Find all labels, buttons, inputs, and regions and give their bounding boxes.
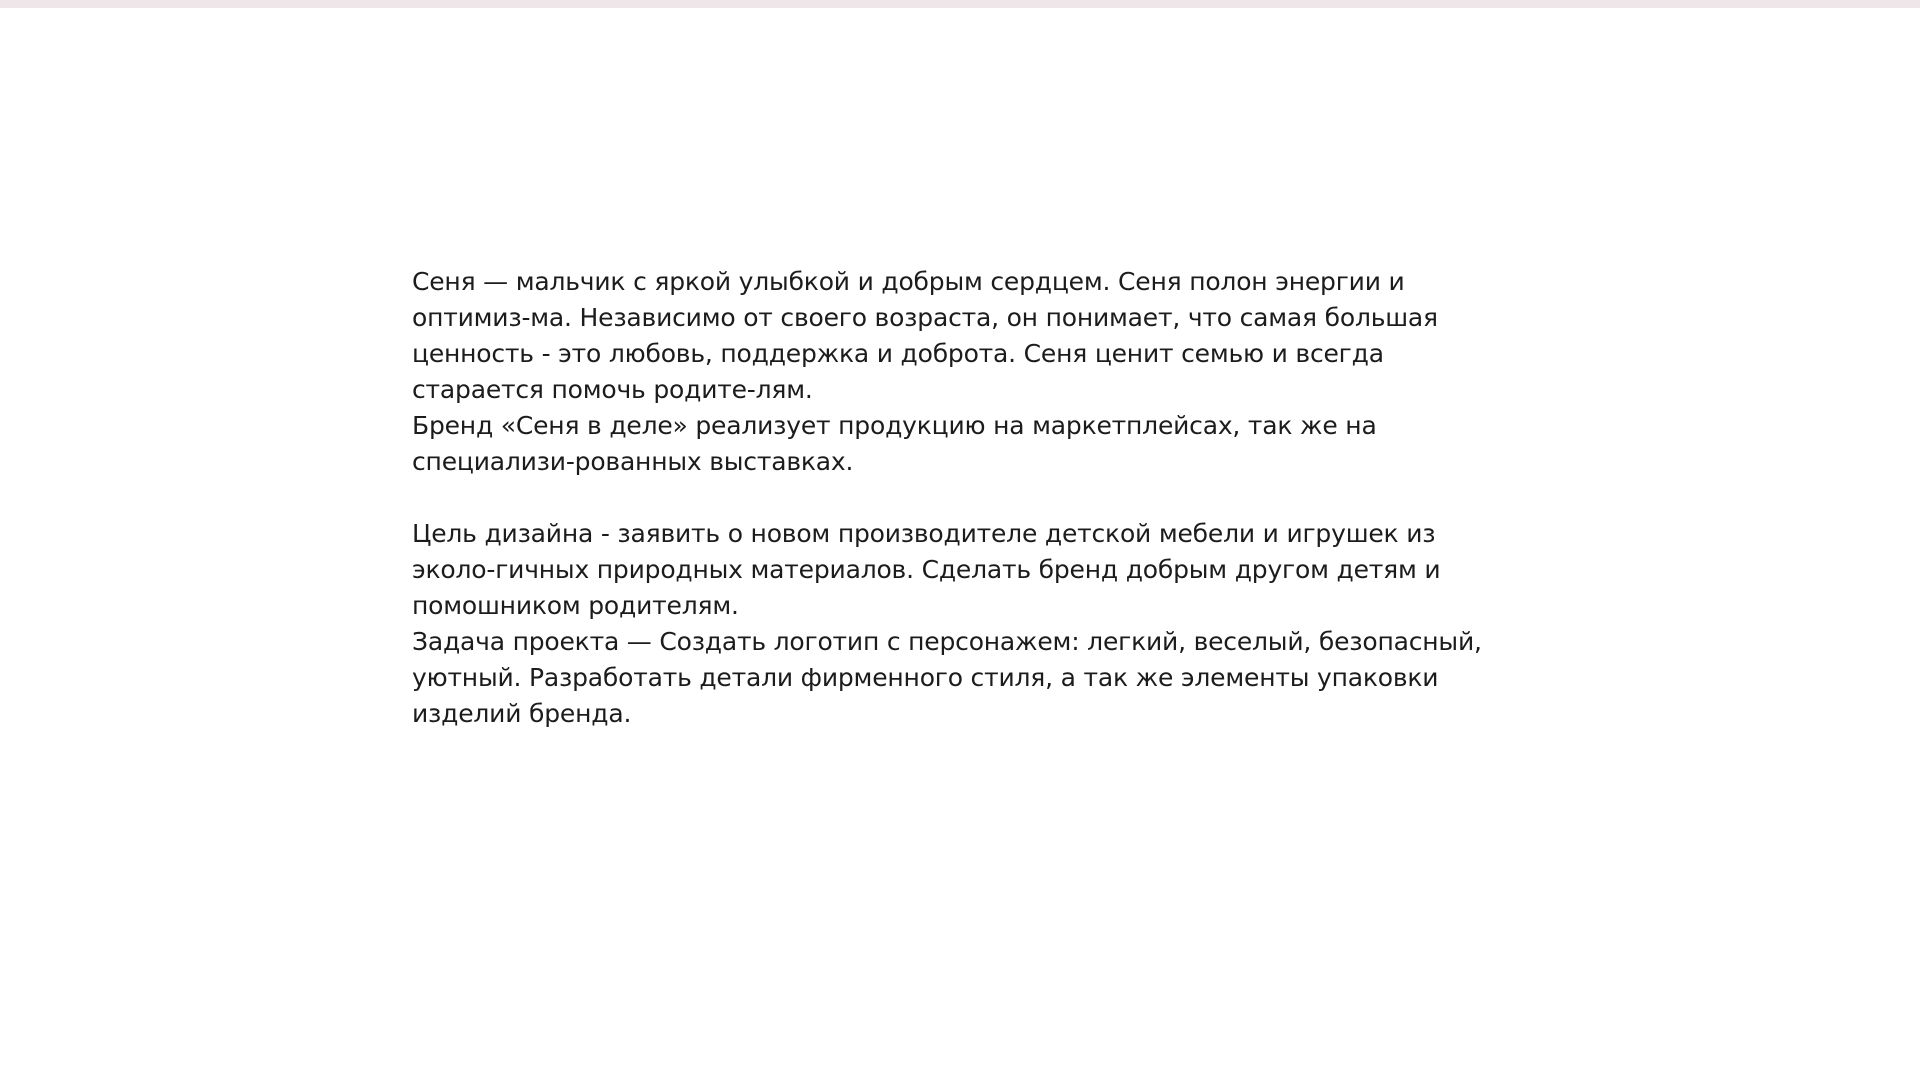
- paragraph-spacer: [412, 480, 1502, 516]
- brand-description: [412, 264, 1502, 732]
- paragraph-design-goal: Цель дизайна - заявить о новом производителе детской мебели и игрушек из эколо-гичных природных материалов. Сделать бренд добрым другом детям и помошником родителям.: [412, 519, 1441, 620]
- top-accent-bar: [0, 0, 1920, 8]
- paragraph-character: Сеня — мальчик с яркой улыбкой и добрым сердцем. Сеня полон энергии и оптимиз-ма. Независимо от своего возраста, он понимает, что самая большая ценность - это любовь, поддержка и доброта. Сеня ценит семью и всегда старается помочь родите-лям.: [412, 267, 1438, 404]
- paragraph-project-task: Задача проекта — Создать логотип с персонажем: легкий, веселый, безопасный, уютный. Разработать детали фирменного стиля, а так же элементы упаковки изделий бренда.: [412, 627, 1482, 728]
- paragraph-brand: Бренд «Сеня в деле» реализует продукцию на маркетплейсах, так же на специализи-рованных выставках.: [412, 411, 1377, 476]
